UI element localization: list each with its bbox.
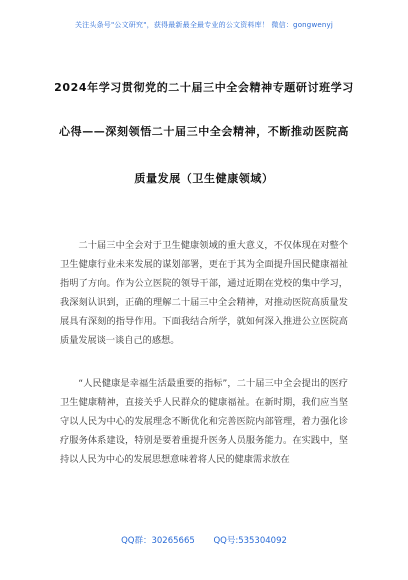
header-notice: 关注头条号"公文研究"，获得最新最全最专业的公文资料库！ 微信：gongwenyj: [74, 21, 334, 29]
title-line-3: 质量发展（卫生健康领域）: [134, 172, 274, 185]
footer-qq-group: QQ群：30265665: [121, 536, 195, 546]
footer-contact: [0, 534, 408, 546]
body-paragraph-1: 二十届三中全会对于卫生健康领域的重大意义，不仅体现在对整个卫生健康行业未来发展的谋划部署，更在于其为全面提升国民健康福祉指明了方向。作为公立医院的领导干部，通过近期在党校的集中学习，我深刻认识到，正确的理解二十届三中全会精神，对推动医院高质量发展具有深刻的指导作用。下面我结合所学，就如何深入推进公立医院高质量发展谈一谈自己的感想。: [60, 240, 348, 346]
footer-qq-number: QQ号:535304092: [213, 536, 287, 546]
title-line-1: 2024年学习贯彻党的二十届三中全会精神专题研讨班学习: [54, 81, 354, 94]
body-paragraph-2: “人民健康是幸福生活最重要的指标”，二十届三中全会提出的医疗卫生健康精神，直接关乎人民群众的健康福祉。在新时期，我们应当坚守以人民为中心的发展理念不断优化和完善医院内部管理，着力强化诊疗服务体系建设，特别是要着重提升医务人员服务能力。在实践中，坚持以人民为中心的发展思想意味着将人民的健康需求放在: [60, 378, 348, 465]
title-line-2: 心得——深刻领悟二十届三中全会精神，不断推动医院高: [59, 125, 349, 138]
